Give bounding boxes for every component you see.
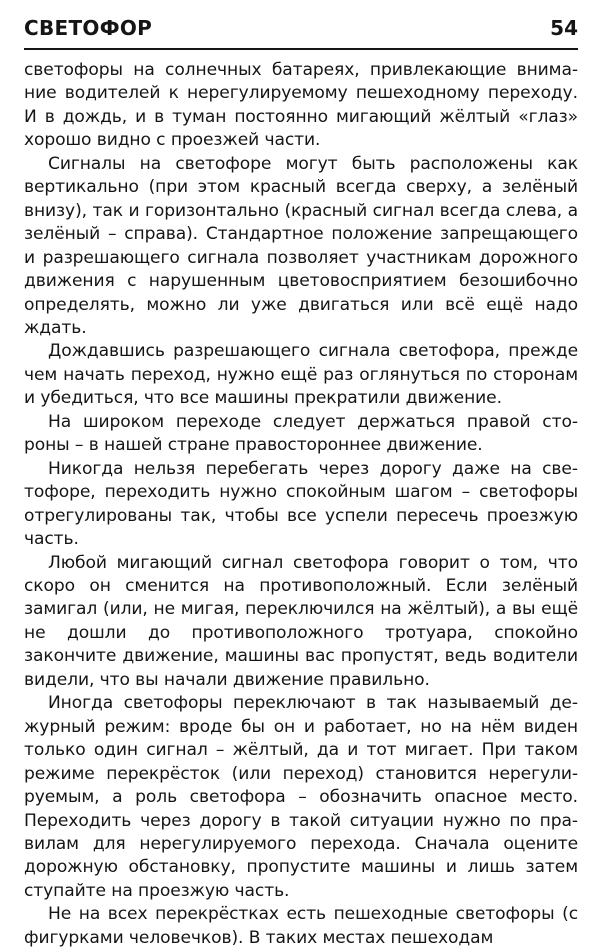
paragraph: Любой мигающий сигнал светофора говорит о том, что скоро он сменится на противоположный. Если зелёный замигал (или, не мигая, переключился на жёлтый), а вы ещё не дошли до противоположного тротуара, спокойно закончите движение, машины вас пропустят, ведь водители видели, что вы начали движение правильно. — [24, 552, 578, 690]
header-rule — [24, 48, 578, 50]
running-title: СВЕТОФОР — [24, 16, 153, 40]
paragraph: Иногда светофоры переключают в так называемый дежурный режим: вроде бы он и работает, но на нём виден только один сигнал – жёлтый, да и тот мигает. При таком режиме перекрёсток (или переход) становится нерегулируемым, а роль светофора – обозначить опасное место. Переходить через дорогу в такой ситуации нужно по правилам для нерегулируемого перехода. Сначала оцените дорожную обстановку, пропустите машины и лишь затем ступайте на проезжую часть. — [24, 693, 578, 901]
page-number: 54 — [550, 16, 578, 40]
paragraph-continued: светофоры на солнечных батареях, привлекающие внимание водителей к нерегулируемому пешеходному переходу. И в дождь, и в туман постоянно мигающий жёлтый «глаз» хорошо видно с проезжей части. — [24, 60, 578, 151]
paragraph: Сигналы на светофоре могут быть расположены как вертикально (при этом красный всегда сверху, а зелёный внизу), так и горизонтально (красный сигнал всегда слева, а зелёный – справа). Стандартное положение запрещающего и разрешающего сигнала позволяет участникам дорожного движения с нарушенным цветовосприятием безошибочно определять, можно ли уже двигаться или всё ещё надо ждать. — [24, 153, 578, 338]
paragraph: На широком переходе следует держаться правой стороны – в нашей стране правостороннее движение. — [24, 411, 578, 456]
paragraph-last: Не на всех перекрёстках есть пешеходные светофоры (с фигурками человечков). В таких местах пешеходам — [24, 904, 578, 948]
body-text — [24, 59, 578, 950]
paragraph: Дождавшись разрешающего сигнала светофора, прежде чем начать переход, нужно ещё раз оглянуться по сторонам и убедиться, что все машины прекратили движение. — [24, 341, 578, 409]
paragraph: Никогда нельзя перебегать через дорогу даже на светофоре, переходить нужно спокойным шагом – светофоры отрегулированы так, чтобы все успели пересечь проезжую часть. — [24, 458, 578, 550]
page-header — [24, 10, 578, 54]
